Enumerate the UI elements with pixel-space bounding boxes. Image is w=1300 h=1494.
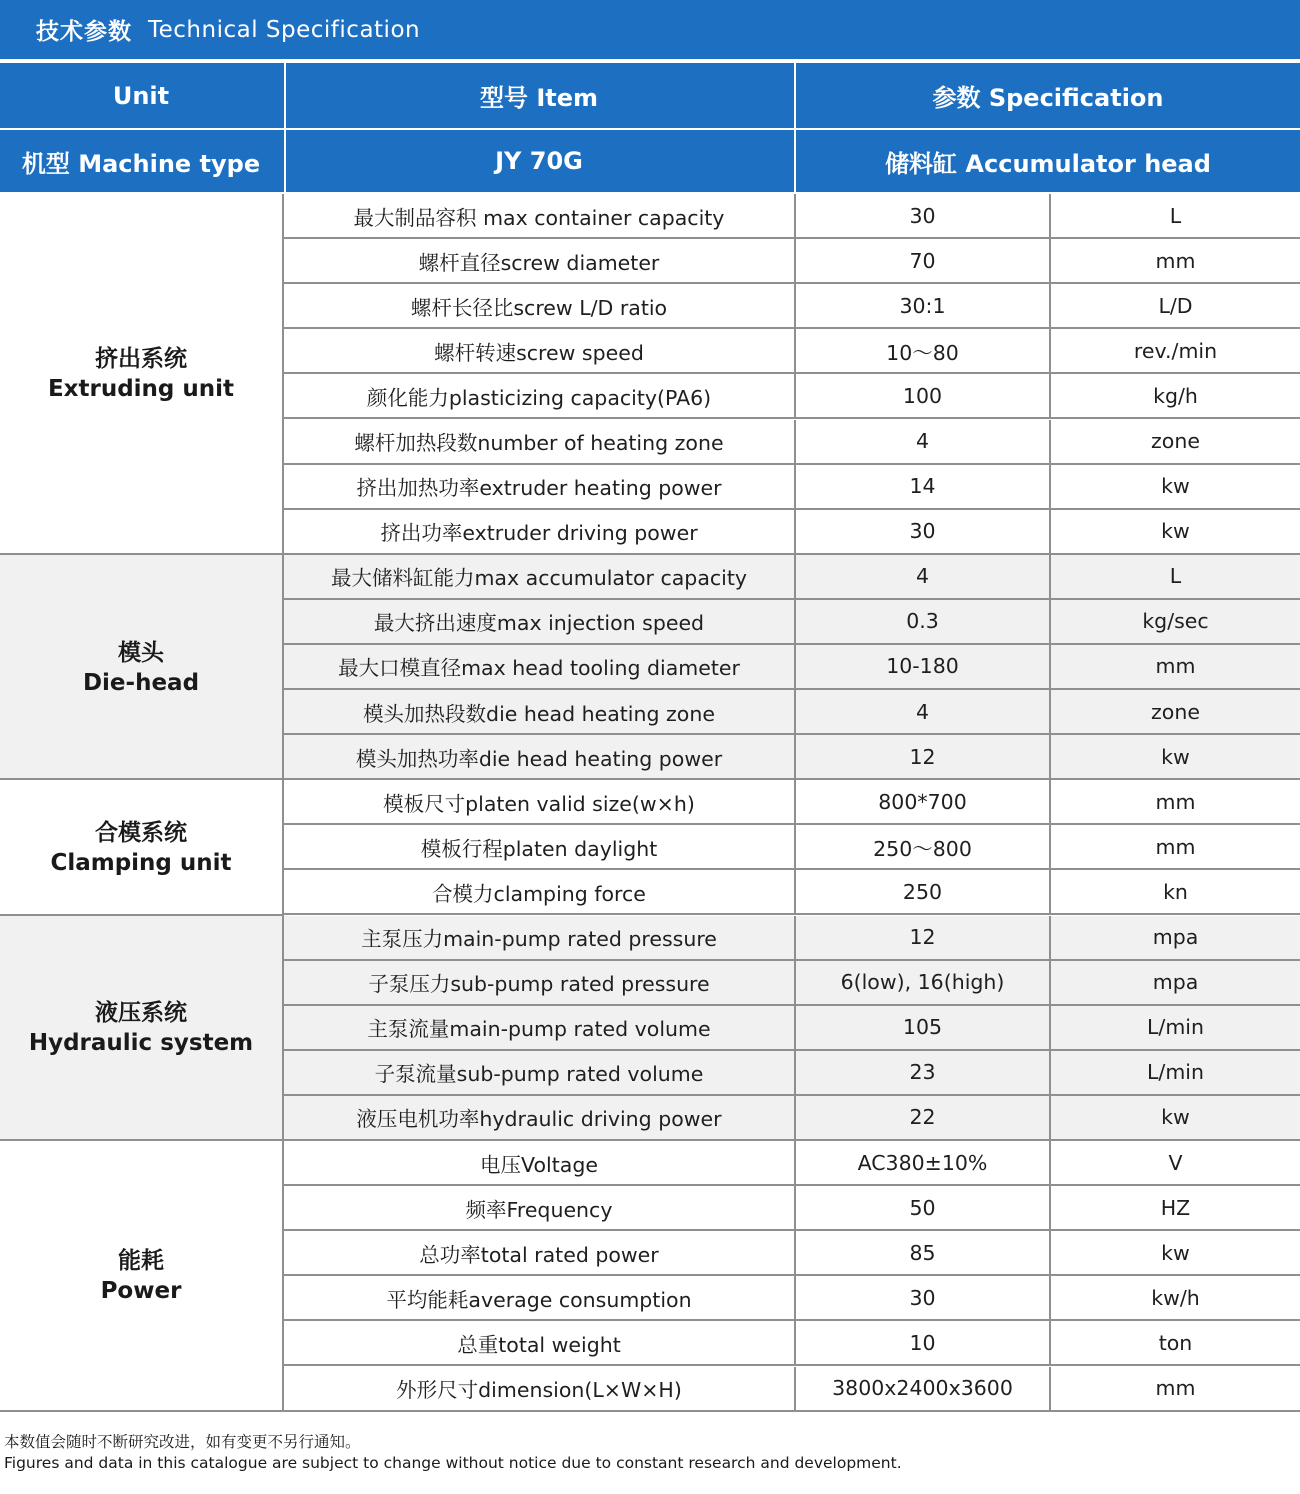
unit-cell: kw (1049, 1231, 1300, 1274)
item-cell: 模板尺寸platen valid size(w×h) (383, 791, 695, 816)
unit-cell: L (1049, 194, 1300, 237)
table-row (284, 735, 1300, 780)
item-cell: 主泵压力main-pump rated pressure (361, 927, 717, 952)
value-cell: 12 (794, 916, 1049, 959)
value-cell: 70 (794, 239, 1049, 282)
value-cell: 30 (794, 1276, 1049, 1319)
item-cell: 总功率total rated power (419, 1242, 659, 1267)
value-cell: 50 (794, 1186, 1049, 1229)
group-label-en: Clamping unit (50, 849, 232, 876)
unit-cell: HZ (1049, 1186, 1300, 1229)
group-label-en: Power (100, 1278, 182, 1305)
unit-cell: kw (1049, 510, 1300, 553)
value-cell: 4 (794, 420, 1049, 463)
table-row (284, 600, 1300, 645)
specification-header: 参数 Specification (794, 63, 1300, 128)
item-cell: 主泵流量main-pump rated volume (367, 1017, 711, 1042)
value-cell: 10～80 (794, 329, 1049, 372)
item-cell: 最大挤出速度max injection speed (373, 611, 705, 636)
table-row (284, 1051, 1300, 1096)
footer-note-zh: 本数值会随时不断研究改进，如有变更不另行通知。 (4, 1433, 361, 1451)
value-cell: 3800x2400x3600 (794, 1367, 1049, 1410)
table-row (284, 1367, 1300, 1412)
table-row (284, 1006, 1300, 1051)
unit-cell: rev./min (1049, 329, 1300, 372)
unit-cell: mm (1049, 1367, 1300, 1410)
value-cell: 0.3 (794, 600, 1049, 643)
table-row (284, 870, 1300, 915)
group-label-en: Extruding unit (47, 376, 235, 403)
table-row (284, 1231, 1300, 1276)
item-cell: 螺杆转速screw speed (434, 340, 644, 365)
group-label (0, 194, 282, 555)
value-cell: 12 (794, 735, 1049, 778)
spec-group (0, 916, 1300, 1142)
unit-cell: kw (1049, 1096, 1300, 1139)
spec-group (0, 194, 1300, 555)
group-label-en: Hydraulic system (28, 1030, 254, 1057)
item-cell: 模板行程platen daylight (420, 836, 658, 861)
item-cell: 最大制品容积 max container capacity (353, 205, 725, 230)
table-row (284, 1321, 1300, 1366)
value-cell: 85 (794, 1231, 1049, 1274)
item-cell: 外形尺寸dimension(L×W×H) (396, 1378, 682, 1403)
item-cell: 频率Frequency (465, 1197, 613, 1222)
group-label-zh: 能耗 (118, 1248, 164, 1275)
unit-cell: kw/h (1049, 1276, 1300, 1319)
unit-cell: L/min (1049, 1006, 1300, 1049)
spec-group (0, 1141, 1300, 1412)
unit-cell: kg/h (1049, 374, 1300, 417)
table-row (284, 284, 1300, 329)
table-row (284, 465, 1300, 510)
unit-cell: zone (1049, 420, 1300, 463)
table-row (284, 239, 1300, 284)
group-label-zh: 模头 (118, 639, 164, 666)
item-cell: 模头加热段数die head heating zone (363, 701, 715, 726)
unit-cell: ton (1049, 1321, 1300, 1364)
item-cell: 螺杆加热段数number of heating zone (354, 431, 724, 455)
table-row (284, 645, 1300, 690)
title-zh: 技术参数 (36, 19, 132, 45)
table-row (284, 374, 1300, 419)
unit-cell: kw (1049, 735, 1300, 778)
item-header: 型号 Item (284, 63, 792, 128)
footer-note (4, 1432, 1294, 1474)
value-cell: AC380±10% (794, 1141, 1049, 1184)
unit-cell: V (1049, 1141, 1300, 1184)
table-row (284, 329, 1300, 374)
item-cell: 电压Voltage (480, 1152, 598, 1177)
spec-group (0, 780, 1300, 915)
table-row (284, 961, 1300, 1006)
unit-cell: zone (1049, 690, 1300, 733)
table-row (284, 690, 1300, 735)
model-name: JY 70G (284, 130, 792, 192)
item-cell: 液压电机功率hydraulic driving power (356, 1107, 722, 1132)
item-cell: 模头加热功率die head heating power (355, 746, 723, 771)
unit-cell: L (1049, 555, 1300, 598)
value-cell: 4 (794, 690, 1049, 733)
unit-cell: L/D (1049, 284, 1300, 327)
value-cell: 10 (794, 1321, 1049, 1364)
table-row (284, 1096, 1300, 1141)
table-row (284, 510, 1300, 555)
table-row (284, 555, 1300, 600)
unit-cell: kw (1049, 465, 1300, 508)
group-label-zh: 挤出系统 (95, 346, 187, 373)
table-row (284, 825, 1300, 870)
group-label-zh: 液压系统 (95, 1000, 187, 1027)
footer-note-en: Figures and data in this catalogue are subject to change without notice due to constant research and development. (4, 1454, 902, 1472)
value-cell: 30:1 (794, 284, 1049, 327)
table-row (284, 780, 1300, 825)
head-type: 储料缸 Accumulator head (794, 130, 1300, 192)
table-row (284, 1141, 1300, 1186)
value-cell: 800*700 (794, 780, 1049, 823)
item-cell: 最大口模直径max head tooling diameter (338, 656, 740, 681)
unit-cell: mm (1049, 239, 1300, 282)
item-cell: 螺杆直径screw diameter (418, 250, 660, 275)
unit-cell: mm (1049, 825, 1300, 868)
item-cell: 螺杆长径比screw L/D ratio (410, 295, 668, 320)
group-label-en: Die-head (82, 669, 200, 696)
unit-cell: mpa (1049, 961, 1300, 1004)
table-row (284, 420, 1300, 465)
unit-header: Unit (112, 81, 170, 110)
item-cell: 子泵压力sub-pump rated pressure (368, 972, 710, 997)
item-cell: 挤出功率extruder driving power (380, 521, 698, 546)
machine-type-label: 机型 Machine type (21, 149, 261, 178)
group-separator (0, 1410, 284, 1412)
unit-cell: mm (1049, 780, 1300, 823)
unit-cell: L/min (1049, 1051, 1300, 1094)
spec-group (0, 555, 1300, 781)
table-row (284, 1276, 1300, 1321)
group-label (0, 780, 282, 915)
value-cell: 250～800 (794, 825, 1049, 868)
value-cell: 23 (794, 1051, 1049, 1094)
value-cell: 14 (794, 465, 1049, 508)
title-en: Technical Specification (148, 16, 421, 43)
item-cell: 合模力clamping force (432, 881, 646, 906)
value-cell: 6(low), 16(high) (794, 961, 1049, 1004)
table-row (284, 194, 1300, 239)
unit-cell: kn (1049, 870, 1300, 913)
item-cell: 最大储料缸能力max accumulator capacity (330, 566, 748, 591)
item-cell: 子泵流量sub-pump rated volume (374, 1062, 704, 1087)
unit-cell: mm (1049, 645, 1300, 688)
value-cell: 30 (794, 510, 1049, 553)
group-label (0, 555, 282, 781)
group-label (0, 1141, 282, 1412)
group-label-zh: 合模系统 (95, 819, 187, 846)
value-cell: 4 (794, 555, 1049, 598)
value-cell: 100 (794, 374, 1049, 417)
value-cell: 22 (794, 1096, 1049, 1139)
header-row (0, 63, 1300, 128)
title-bar (0, 0, 1300, 59)
unit-cell: mpa (1049, 916, 1300, 959)
table-row (284, 1186, 1300, 1231)
value-cell: 105 (794, 1006, 1049, 1049)
item-cell: 平均能耗average consumption (386, 1287, 692, 1312)
value-cell: 30 (794, 194, 1049, 237)
item-cell: 总重total weight (457, 1332, 621, 1357)
group-label (0, 916, 282, 1142)
item-cell: 颜化能力plasticizing capacity(PA6) (366, 385, 712, 410)
table-row (284, 916, 1300, 961)
item-cell: 挤出加热功率extruder heating power (356, 476, 722, 501)
machine-type-row (0, 130, 1300, 192)
value-cell: 10-180 (794, 645, 1049, 688)
unit-cell: kg/sec (1049, 600, 1300, 643)
value-cell: 250 (794, 870, 1049, 913)
